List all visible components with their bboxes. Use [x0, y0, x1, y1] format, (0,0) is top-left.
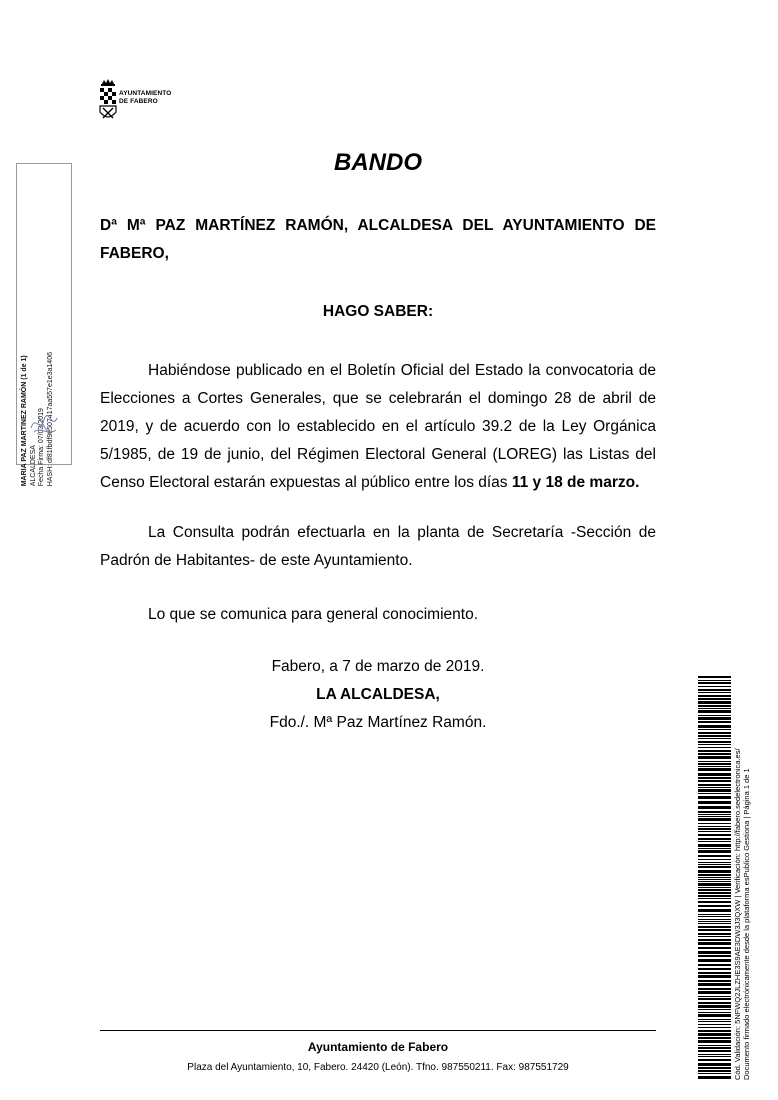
barcode-bar-18 — [698, 735, 731, 737]
document-title: BANDO — [334, 149, 422, 176]
barcode-bar-94 — [698, 988, 731, 990]
signer-title: LA ALCALDESA, — [316, 686, 440, 703]
footer-title: Ayuntamiento de Fabero — [307, 1040, 449, 1054]
barcode-bar-5 — [698, 692, 731, 693]
barcode-bar-104 — [698, 1021, 731, 1022]
barcode-bar-84 — [698, 947, 731, 949]
barcode-bar-32 — [698, 780, 731, 782]
barcode-bar-9 — [698, 705, 731, 707]
barcode-bar-93 — [698, 983, 731, 986]
barcode-bar-7 — [698, 698, 731, 700]
barcode-bar-103 — [698, 1019, 731, 1020]
footer-address: Plaza del Ayuntamiento, 10, Fabero. 24420 (León). Tfno. 987550211. Fax: 987551729 — [187, 1062, 569, 1073]
barcode-bar-43 — [698, 818, 731, 821]
barcode-bar-42 — [698, 816, 731, 817]
barcode-bar-77 — [698, 923, 731, 924]
paragraph-announcement-dates: 11 y 18 de marzo. — [511, 474, 640, 491]
barcode-bar-45 — [698, 826, 731, 827]
barcode-bar-80 — [698, 933, 731, 935]
barcode-bar-100 — [698, 1009, 731, 1010]
barcode-bar-51 — [698, 844, 731, 847]
barcode-bar-4 — [698, 689, 731, 691]
barcode-bar-120 — [698, 1073, 731, 1074]
barcode-bar-15 — [698, 725, 731, 728]
barcode-bar-115 — [698, 1056, 731, 1057]
barcode-bar-111 — [698, 1045, 731, 1046]
barcode-bar-41 — [698, 814, 731, 815]
validation-barcode — [698, 676, 731, 1080]
barcode-bar-33 — [698, 784, 731, 786]
barcode-bar-26 — [698, 761, 731, 762]
barcode-bar-91 — [698, 975, 731, 978]
barcode-bar-40 — [698, 811, 731, 813]
signer-full-name: Fdo./. Mª Paz Martínez Ramón. — [269, 714, 487, 731]
barcode-bar-38 — [698, 801, 731, 804]
barcode-bar-35 — [698, 789, 731, 792]
barcode-bar-79 — [698, 929, 731, 931]
barcode-bar-108 — [698, 1033, 731, 1036]
barcode-bar-30 — [698, 773, 731, 776]
barcode-bar-58 — [698, 866, 731, 868]
barcode-bar-95 — [698, 991, 731, 994]
barcode-bar-62 — [698, 879, 731, 880]
barcode-bar-69 — [698, 898, 731, 899]
barcode-bar-68 — [698, 895, 731, 897]
barcode-bar-107 — [698, 1030, 731, 1032]
barcode-bar-59 — [698, 870, 731, 873]
barcode-bar-97 — [698, 998, 731, 1000]
barcode-bar-1 — [698, 680, 731, 681]
barcode-bar-50 — [698, 841, 731, 842]
barcode-bar-76 — [698, 921, 731, 922]
place-date: Fabero, a 7 de marzo de 2019. — [271, 658, 485, 675]
barcode-bar-81 — [698, 936, 731, 937]
barcode-bar-78 — [698, 926, 731, 928]
barcode-bar-36 — [698, 793, 731, 794]
barcode-bar-54 — [698, 855, 731, 857]
barcode-bar-56 — [698, 862, 731, 863]
barcode-bar-11 — [698, 710, 731, 713]
barcode-bar-72 — [698, 909, 731, 912]
barcode-bar-16 — [698, 729, 731, 730]
signature-hash: HASH: df81fbdf9e507417aa557e1e3a1406 — [46, 352, 54, 487]
barcode-bar-89 — [698, 968, 731, 970]
barcode-bar-112 — [698, 1047, 731, 1049]
barcode-bar-25 — [698, 756, 731, 759]
barcode-bar-53 — [698, 850, 731, 853]
barcode-bar-121 — [698, 1076, 731, 1079]
barcode-bar-17 — [698, 732, 731, 734]
barcode-bar-22 — [698, 747, 731, 748]
barcode-bar-39 — [698, 806, 731, 809]
barcode-bar-37 — [698, 796, 731, 799]
logo-line-2: DE FABERO — [119, 98, 158, 105]
barcode-bar-19 — [698, 738, 731, 739]
barcode-bar-82 — [698, 939, 731, 941]
barcode-bar-34 — [698, 787, 731, 788]
barcode-bar-46 — [698, 828, 731, 830]
barcode-bar-85 — [698, 951, 731, 954]
barcode-bar-8 — [698, 701, 731, 704]
barcode-bar-55 — [698, 859, 731, 860]
barcode-bar-105 — [698, 1024, 731, 1025]
barcode-bar-48 — [698, 834, 731, 836]
barcode-bar-63 — [698, 881, 731, 882]
barcode-bar-52 — [698, 848, 731, 849]
footer-divider — [100, 1030, 656, 1031]
logo-line-1: AYUNTAMIENTO — [119, 90, 172, 97]
barcode-bar-60 — [698, 874, 731, 876]
barcode-bar-12 — [698, 715, 731, 716]
barcode-bar-28 — [698, 766, 731, 767]
validation-code: Cód. Validación: 5NFWQ2JLZHE3S9AE3DW3J3QXW | Verificación: http://fabero.sedelectronica.es/ — [733, 748, 742, 1080]
barcode-bar-24 — [698, 753, 731, 755]
barcode-bar-73 — [698, 914, 731, 915]
signature-block — [168, 653, 588, 737]
barcode-bar-29 — [698, 768, 731, 771]
barcode-bar-87 — [698, 959, 731, 962]
barcode-bar-101 — [698, 1012, 731, 1013]
barcode-bar-0 — [698, 676, 731, 678]
hago-saber: HAGO SABER: — [322, 303, 434, 320]
barcode-bar-14 — [698, 721, 731, 723]
barcode-bar-67 — [698, 892, 731, 894]
barcode-bar-92 — [698, 980, 731, 982]
barcode-bar-110 — [698, 1040, 731, 1043]
barcode-bar-23 — [698, 750, 731, 752]
barcode-bar-75 — [698, 919, 731, 920]
paragraph-announcement-text: Habiéndose publicado en el Boletín Oficial del Estado la convocatoria de Elecciones a Cortes Generales, que se celebrarán el domingo 28 de abril de 2019, y de acuerdo con lo establecido en el artículo 39.2 de la Ley Orgánica 5/1985, de 19 de junio, del Régimen Electoral General (LOREG) las Listas del Censo Electoral estarán expuestas al público entre los días — [100, 362, 656, 491]
barcode-bar-21 — [698, 744, 731, 745]
paragraph-announcement — [100, 357, 656, 497]
barcode-bar-118 — [698, 1067, 731, 1069]
paragraph-closing: Lo que se comunica para general conocimiento. — [148, 606, 479, 623]
barcode-bar-86 — [698, 955, 731, 957]
coat-of-arms-icon — [98, 78, 118, 124]
municipal-logo — [98, 78, 188, 128]
barcode-bar-47 — [698, 831, 731, 832]
signature-scribble-icon — [26, 408, 62, 442]
barcode-bar-27 — [698, 763, 731, 765]
barcode-bar-99 — [698, 1005, 731, 1008]
barcode-bar-106 — [698, 1027, 731, 1028]
paragraph-consultation: La Consulta podrán efectuarla en la planta de Secretaría -Sección de Padrón de Habitantes- de este Ayuntamiento. — [100, 524, 656, 569]
barcode-bar-13 — [698, 717, 731, 720]
barcode-bar-71 — [698, 905, 731, 907]
barcode-bar-98 — [698, 1002, 731, 1004]
barcode-bar-109 — [698, 1037, 731, 1039]
barcode-bar-117 — [698, 1063, 731, 1066]
barcode-bar-96 — [698, 996, 731, 997]
barcode-bar-31 — [698, 777, 731, 779]
signer-role: ALCALDESA — [29, 445, 37, 487]
barcode-bar-114 — [698, 1054, 731, 1055]
signature-date: Fecha Firma: 07/03/2019 — [38, 408, 45, 487]
barcode-bar-66 — [698, 889, 731, 891]
barcode-bar-49 — [698, 838, 731, 840]
barcode-bar-70 — [698, 901, 731, 903]
barcode-bar-44 — [698, 823, 731, 824]
barcode-bar-113 — [698, 1050, 731, 1052]
barcode-bar-116 — [698, 1059, 731, 1061]
barcode-bar-119 — [698, 1070, 731, 1072]
barcode-bar-83 — [698, 942, 731, 945]
signer-name: MARIA PAZ MARTINEZ RAMÓN (1 de 1) — [21, 355, 28, 487]
barcode-bar-65 — [698, 887, 731, 888]
validation-platform: Documento firmado electrónicamente desde la plataforma esPublico Gestiona | Página 1 de 1 — [742, 768, 751, 1080]
barcode-bar-102 — [698, 1014, 731, 1017]
validation-text — [733, 660, 751, 1080]
barcode-bar-57 — [698, 864, 731, 865]
barcode-bar-2 — [698, 682, 731, 684]
barcode-bar-20 — [698, 741, 731, 743]
barcode-bar-74 — [698, 916, 731, 917]
barcode-bar-90 — [698, 972, 731, 974]
barcode-bar-6 — [698, 695, 731, 697]
barcode-bar-10 — [698, 708, 731, 709]
barcode-bar-64 — [698, 883, 731, 886]
signature-box — [16, 163, 72, 487]
barcode-bar-3 — [698, 686, 731, 687]
issuer-heading: Dª Mª PAZ MARTÍNEZ RAMÓN, ALCALDESA DEL AYUNTAMIENTO DE FABERO, — [100, 217, 656, 262]
barcode-bar-88 — [698, 964, 731, 966]
barcode-bar-61 — [698, 877, 731, 878]
